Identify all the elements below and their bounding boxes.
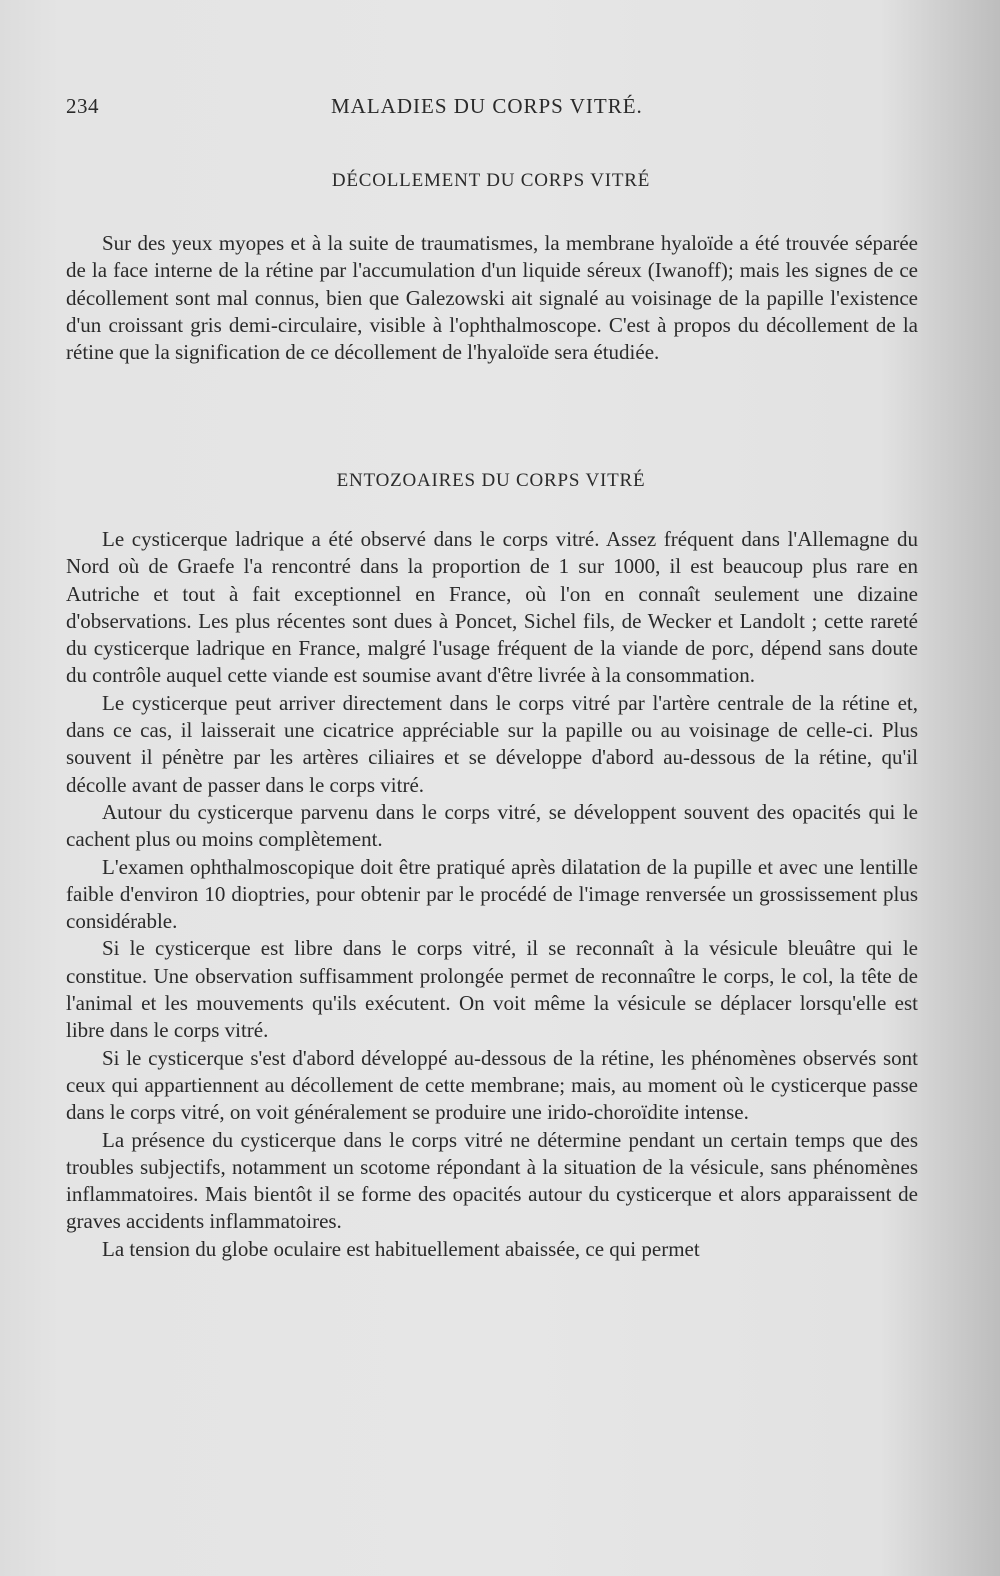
section-body-decollement	[66, 230, 918, 366]
section-title-entozoaires: ENTOZOAIRES DU CORPS VITRÉ	[336, 470, 646, 491]
paragraph: Le cysticerque ladrique a été observé dans le corps vitré. Assez fréquent dans l'Allemagne du Nord où de Graefe l'a rencontré dans la proportion de 1 sur 1000, il est beaucoup plus rare en Autriche et tout à fait exceptionnel en France, où l'on en connaît seulement une dizaine d'observations. Les plus récentes sont dues à Poncet, Sichel fils, de Wecker et Landolt ; cette rareté du cysticerque ladrique en France, malgré l'usage fréquent de la viande de porc, dépend sans doute du contrôle auquel cette viande est soumise avant d'être livrée à la consommation.	[66, 527, 918, 688]
page-number: 234	[66, 94, 99, 118]
section-body-entozoaires	[66, 526, 918, 1263]
running-title: MALADIES DU CORPS VITRÉ.	[331, 94, 643, 118]
paragraph: L'examen ophthalmoscopique doit être pratiqué après dilatation de la pupille et avec une lentille faible d'environ 10 dioptries, pour obtenir par le procédé de l'image renversée un grossissement plus considérable.	[66, 854, 918, 934]
paragraph: Autour du cysticerque parvenu dans le corps vitré, se développent souvent des opacités qui le cachent plus ou moins complètement.	[66, 799, 918, 852]
paragraph: La présence du cysticerque dans le corps vitré ne détermine pendant un certain temps que des troubles subjectifs, notamment un scotome répondant à la situation de la vésicule, sans phénomènes inflammatoires. Mais bientôt il se forme des opacités autour du cysticerque et alors apparaissent de graves accidents inflammatoires.	[66, 1127, 918, 1234]
running-head	[66, 94, 916, 124]
paragraph: Si le cysticerque est libre dans le corps vitré, il se reconnaît à la vésicule bleuâtre qui le constitue. Une observation suffisamment prolongée permet de reconnaître le corps, le col, la tête de l'animal et les mouvements qu'ils exécutent. On voit même la vésicule se déplacer lorsqu'elle est libre dans le corps vitré.	[66, 936, 918, 1043]
paragraph: Sur des yeux myopes et à la suite de traumatismes, la membrane hyaloïde a été trouvée séparée de la face interne de la rétine par l'accumulation d'un liquide séreux (Iwanoff); mais les signes de ce décollement sont mal connus, bien que Galezowski ait signalé au voisinage de la papille l'existence d'un croissant gris demi-circulaire, visible à l'ophthalmoscope. C'est à propos du décollement de la rétine que la signification de ce décollement de l'hyaloïde sera étudiée.	[66, 231, 918, 365]
paragraph: Le cysticerque peut arriver directement dans le corps vitré par l'artère centrale de la rétine et, dans ce cas, il laisserait une cicatrice appréciable sur la papille ou au voisinage de celle-ci. Plus souvent il pénètre par les artères ciliaires et se développe d'abord au-dessous de la rétine, qu'il décolle avant de passer dans le corps vitré.	[66, 690, 918, 797]
paragraph: Si le cysticerque s'est d'abord développé au-dessous de la rétine, les phénomènes observés sont ceux qui appartiennent au décollement de cette membrane; mais, au moment où le cysticerque passe dans le corps vitré, on voit généralement se produire une irido-choroïdite intense.	[66, 1045, 918, 1125]
paragraph: La tension du globe oculaire est habituellement abaissée, ce qui permet	[102, 1236, 700, 1261]
section-title-decollement: DÉCOLLEMENT DU CORPS VITRÉ	[331, 170, 651, 191]
